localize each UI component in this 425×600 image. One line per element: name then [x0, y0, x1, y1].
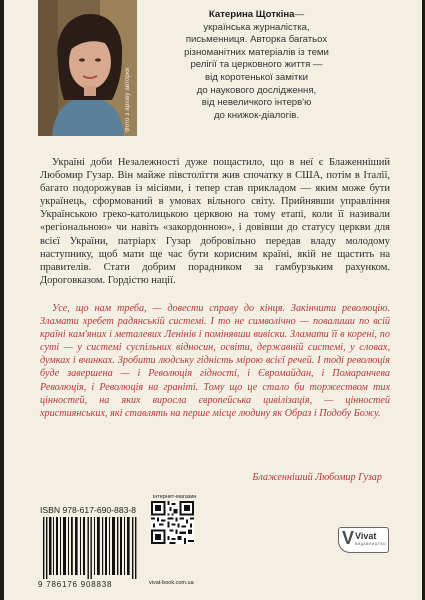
book-back-cover: [4, 0, 422, 600]
barcode-digits: 9 786176 908838: [38, 580, 113, 589]
author-bio-line-9: до книжок-діалогів.: [213, 109, 300, 121]
author-name: Катерина Щоткіна: [208, 9, 295, 20]
isbn-barcode: [40, 517, 140, 579]
author-bio-line-1: Катерина Щоткіна—: [208, 9, 305, 20]
author-bio-line-4: різноманітних матеріалів із теми: [184, 46, 329, 58]
author-bio-line-2: українська журналістка,: [203, 21, 310, 33]
author-bio-line-8: від невеличкого інтерв'ю: [201, 97, 312, 109]
qr-code: [151, 501, 194, 544]
author-bio-line-7: до наукового дослідження,: [196, 84, 317, 96]
quote-text: Усе, що нам треба, — довести справу до кінця. Закінчити революцію. Зламати хребет радянській системі. І то не символічно — повалиши по всій країні кам'яних і металевих Ленінів і помінявши вивіски. Зламати її в корені, по суті — у системі суспільних відносин, освіти, державній системі, у словах, думках і вчинках. Зробити людську гідність мірою всієї речей. І тоді революція буде завершена — і Революція гідності, і Євромайдан, і Помаранчева Революція, і Революція на граніті. Тому що це стало би торжеством тих цінностей, на яких виросла європейська цивілізація, — цінностей християнських, які ставлять на перше місце людину як Образ і Подобу Божу.: [40, 303, 390, 419]
publisher-subtitle: ВИДАВНИЦТВО: [355, 542, 387, 546]
author-bio-line-6: від коротенької замітки: [205, 71, 308, 83]
photo-credit: Фото з архіву авторки: [125, 67, 131, 132]
isbn-label: ISBN 978-617-690-883-8: [40, 505, 137, 515]
publisher-name: Vivat: [355, 531, 377, 541]
publisher-logo: [338, 527, 389, 553]
author-bio: [149, 9, 364, 122]
author-bio-line-5: релігії та церковного життя —: [190, 59, 323, 71]
shop-url: vivat-book.com.ua: [149, 580, 194, 586]
publisher-logo-letter: V: [342, 528, 355, 548]
quote-attribution: Блаженніший Любомир Гузар: [252, 472, 382, 483]
author-bio-line-3: письменниця. Авторка багатьох: [185, 34, 328, 46]
author-portrait-illustration: [38, 0, 137, 136]
author-photo: [38, 0, 137, 136]
shop-label: інтернет-магазин: [153, 494, 197, 500]
blurb-paragraph: Україні доби Незалежності дуже пощастило, що в неї є Блаженніший Любомир Гузар. Він майже півстоліття жив спочатку в США, потім в Італії, багато подорожував із місіями, і тепер став прикладом — яким може бути українець, сформований в умовах вільного світу. Прийнявши управління Українською греко-католицькою церквою на тому етапі, коли її називали «регіональною» чи навіть «закордонною», і довівши до статусу церкви для всієї України, патріарх Гузар добровільно передав владу молодому наступнику, щоб мати ще час бути корисним країні, якій не щастить на правителів. Стати добрим порадником за гамбурзьким рахунком. Дороговказом. Гордістю нації.: [40, 157, 390, 286]
